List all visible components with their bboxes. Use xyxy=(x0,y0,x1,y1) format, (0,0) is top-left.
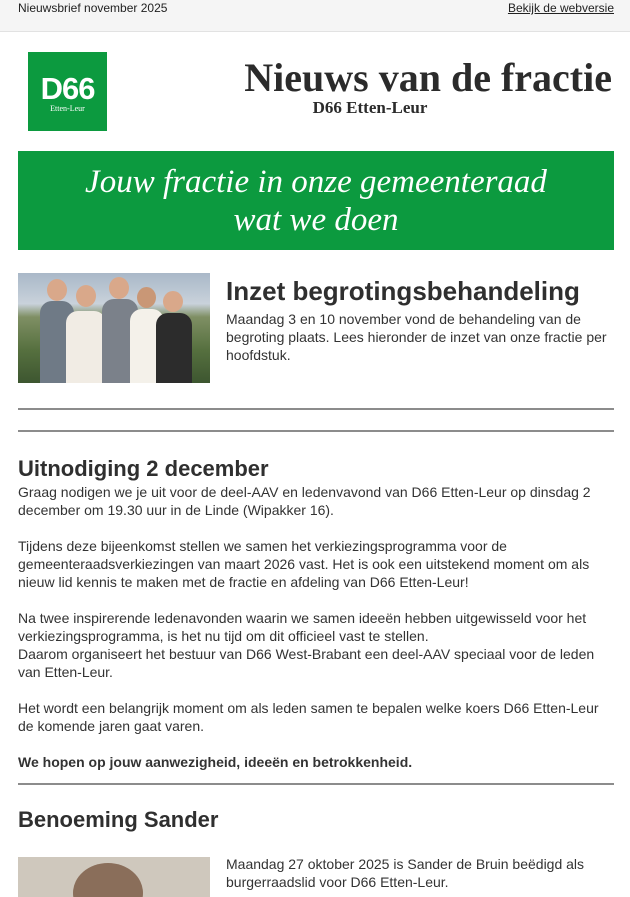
photo-person xyxy=(156,313,192,383)
d66-logo[interactable] xyxy=(28,52,107,131)
logo-subtext: Etten-Leur xyxy=(50,104,85,113)
photo-person-head xyxy=(109,277,129,299)
header xyxy=(0,32,630,150)
paragraph: Na twee inspirerende ledenavonden waarin we samen ideeën hebben uitgewisseld voor het verkiezingsprogramma, is het nu tijd om dit officieel vast te stellen. xyxy=(18,610,587,644)
section-uitnodiging-title: Uitnodiging 2 december xyxy=(18,456,269,481)
divider xyxy=(18,408,614,410)
divider xyxy=(18,430,614,432)
newsletter-label: Nieuwsbrief november 2025 xyxy=(18,1,168,15)
paragraph: Daarom organiseert het bestuur van D66 West-Brabant een deel-AAV speciaal voor de leden van Etten-Leur. xyxy=(18,646,595,680)
section-benoeming-title: Benoeming Sander xyxy=(18,807,219,832)
section-begroting-title: Inzet begrotingsbehandeling xyxy=(226,276,580,306)
page-title: Nieuws van de fractie xyxy=(244,55,612,100)
photo-person-head xyxy=(76,285,96,307)
photo-person-head xyxy=(47,279,67,301)
sander-photo[interactable] xyxy=(18,857,210,897)
photo-person xyxy=(66,311,106,383)
divider xyxy=(18,783,614,785)
logo-text: D66 xyxy=(40,71,95,106)
hero-banner xyxy=(18,151,614,250)
banner-line-1: Jouw fractie in onze gemeenteraad xyxy=(85,164,547,200)
paragraph: Tijdens deze bijeenkomst stellen we samen het verkiezingsprogramma voor de gemeenteraadsverkiezingen van maart 2026 vast. Het is ook een uitstekend moment om als nieuw lid kennis te maken met de fractie en afdeling van D66 Etten-Leur! xyxy=(18,538,590,590)
section-uitnodiging-body xyxy=(18,483,614,771)
photo-person-head xyxy=(73,863,143,897)
page-subtitle: D66 Etten-Leur xyxy=(312,98,428,117)
photo-person-head xyxy=(163,291,183,312)
closing-statement: We hopen op jouw aanwezigheid, ideeën en betrokkenheid. xyxy=(18,754,413,770)
banner-line-2: wat we doen xyxy=(233,202,399,238)
section-begroting-text: Maandag 3 en 10 november vond de behandeling van de begroting plaats. Lees hieronder de inzet van onze fractie per hoofdstuk. xyxy=(226,311,607,363)
paragraph: Graag nodigen we je uit voor de deel-AAV en ledenvavond van D66 Etten-Leur op dinsdag 2 december om 19.30 uur in de Linde (Wipakker 16). xyxy=(18,484,591,518)
photo-person-head xyxy=(137,287,156,308)
top-bar xyxy=(0,0,630,32)
fractie-group-photo[interactable] xyxy=(18,273,210,383)
paragraph: Het wordt een belangrijk moment om als leden samen te bepalen welke koers D66 Etten-Leur de komende jaren gaat varen. xyxy=(18,700,599,734)
webversion-link[interactable]: Bekijk de webversie xyxy=(507,1,614,15)
section-benoeming-text: Maandag 27 oktober 2025 is Sander de Bruin beëdigd als burgerraadslid voor D66 Etten-Leur. xyxy=(226,856,585,890)
